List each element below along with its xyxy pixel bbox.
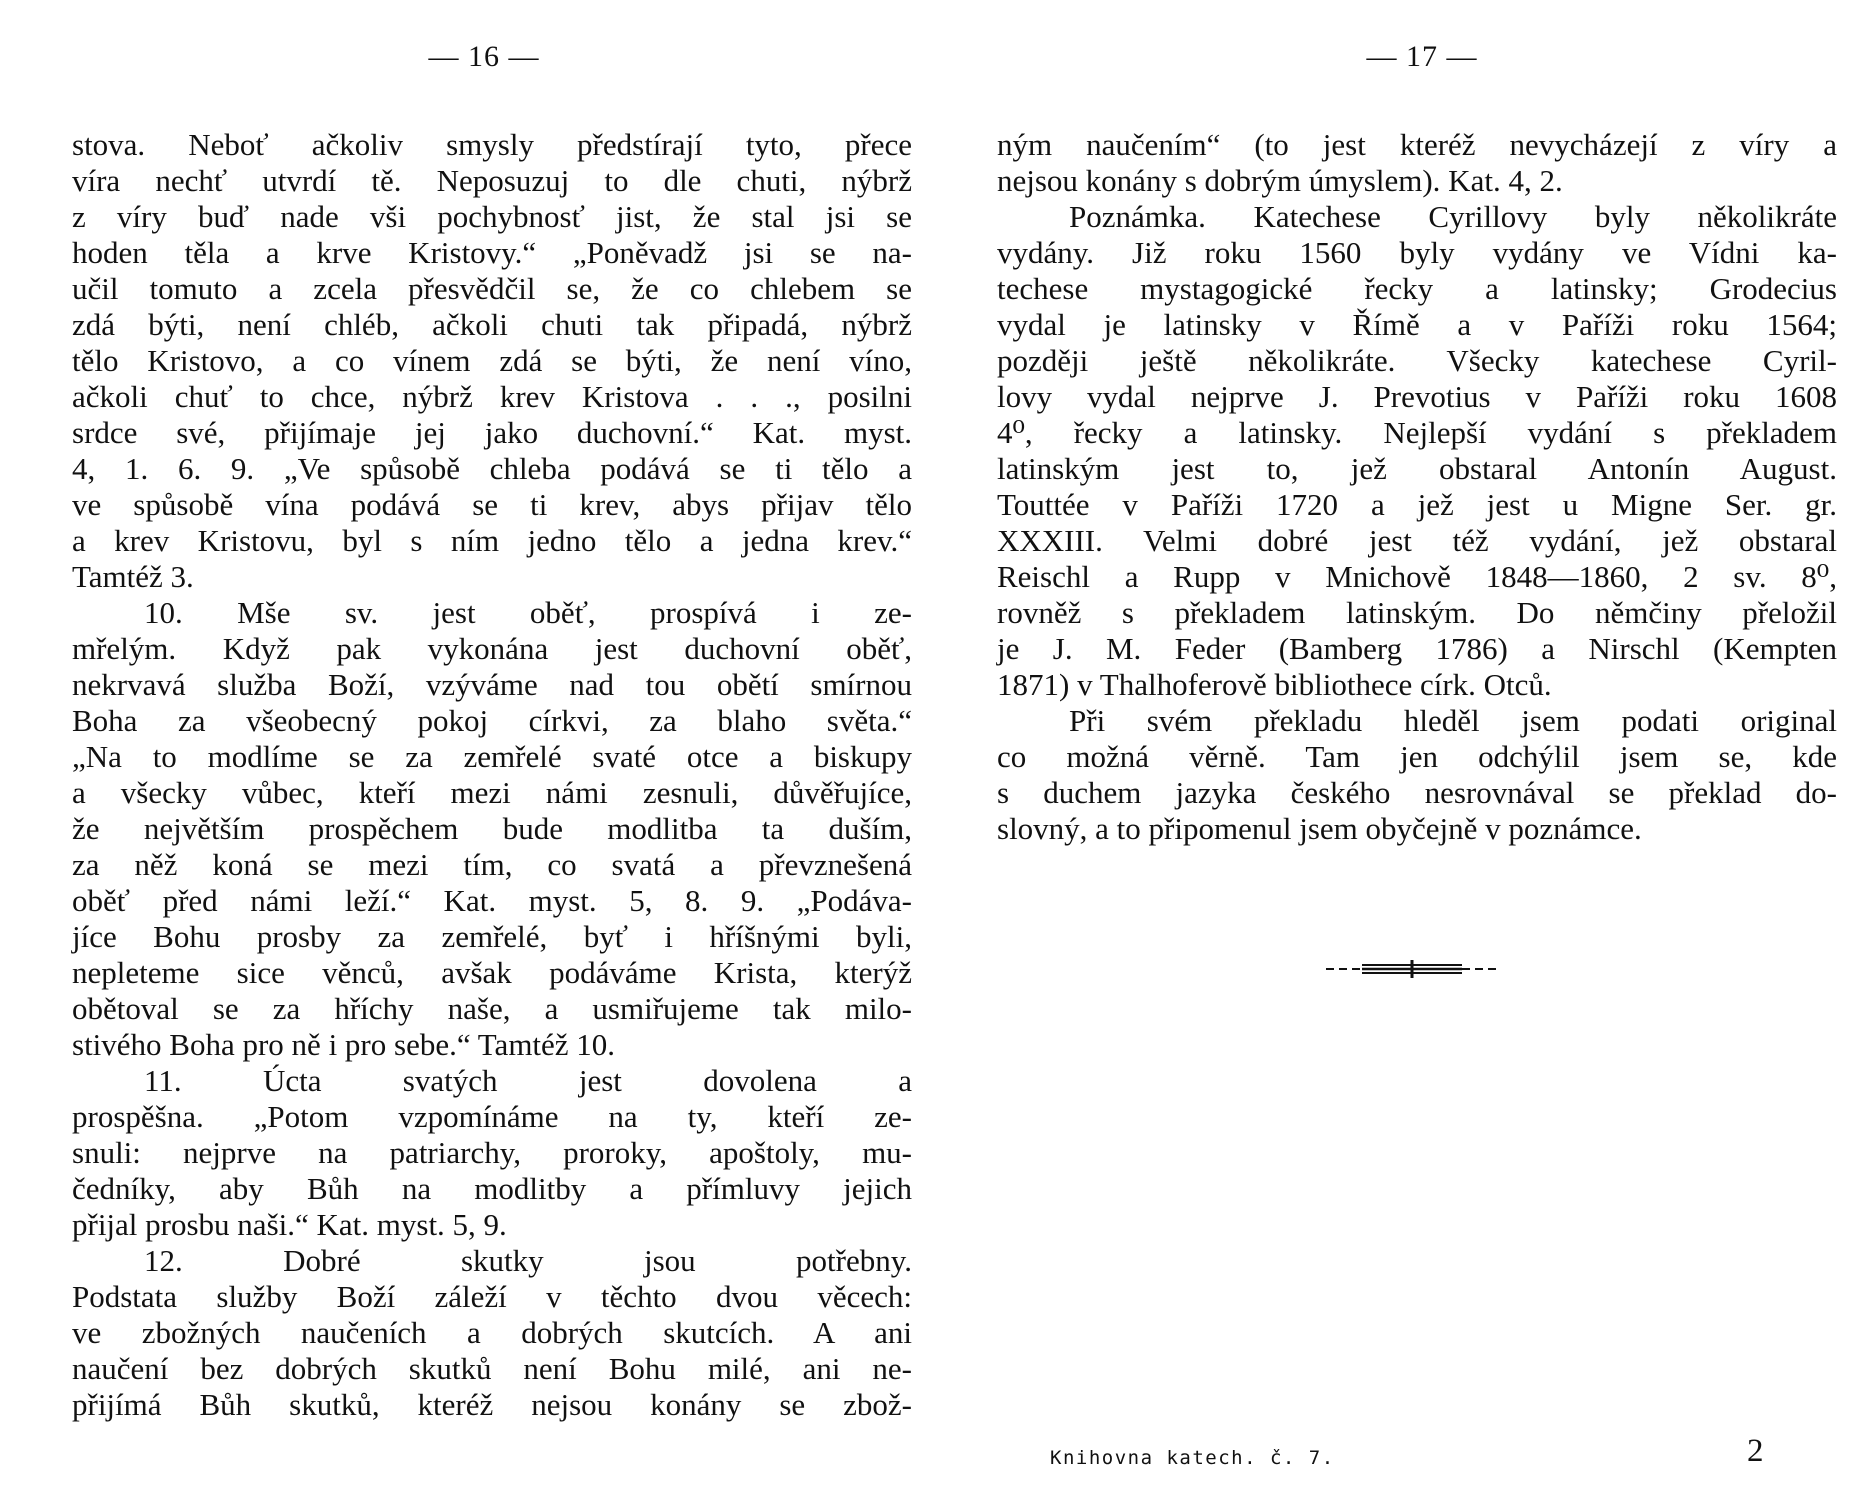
text-line: co možná věrně. Tam jen odchýlil jsem se, kde — [997, 739, 1837, 774]
page-number: — 17 — — [1366, 40, 1478, 73]
text-line: víra nechť utvrdí tě. Neposuzuj to dle chuti, nýbrž — [72, 163, 912, 198]
text-line: oběť před námi leží.“ Kat. myst. 5, 8. 9. „Podáva- — [72, 883, 912, 918]
text-line: lovy vydal nejprve J. Prevotius v Paříži roku 1608 — [997, 379, 1837, 414]
text-line: vydány. Již roku 1560 byly vydány ve Vídni ka- — [997, 235, 1837, 270]
text-line: je J. M. Feder (Bamberg 1786) a Nirschl (Kempten — [997, 631, 1837, 666]
sheet-number: 2 — [1747, 1433, 1764, 1469]
text-line: nepleteme sice věnců, avšak podáváme Krista, kterýž — [72, 955, 912, 990]
text-line: stivého Boha pro ně i pro sebe.“ Tamtéž 10. — [72, 1027, 616, 1062]
text-line: obětoval se za hříchy naše, a usmiřujeme tak milo- — [72, 991, 912, 1026]
text-line: latinským jest to, jež obstaral Antonín August. — [997, 451, 1837, 486]
text-line: stova. Neboť ačkoliv smysly předstírají tyto, přece — [72, 127, 912, 162]
text-line: 4⁰, řecky a latinsky. Nejlepší vydání s překladem — [997, 415, 1837, 450]
text-line: rovněž s překladem latinským. Do němčiny přeložil — [997, 595, 1837, 630]
text-line: XXXIII. Velmi dobré jest též vydání, jež obstaral — [997, 523, 1837, 558]
text-line: zdá býti, není chléb, ačkoli chuti tak připadá, nýbrž — [72, 307, 912, 342]
text-line: z víry buď nade vši pochybnosť jist, že stal jsi se — [72, 199, 912, 234]
text-line: Touttée v Paříži 1720 a jež jest u Migne Ser. gr. — [997, 487, 1837, 522]
text-line: slovný, a to připomenul jsem obyčejně v poznámce. — [997, 811, 1642, 846]
text-line: ve zbožných naučeních a dobrých skutcích. A ani — [72, 1315, 912, 1350]
text-line: mřelým. Když pak vykonána jest duchovní oběť, — [72, 631, 912, 666]
text-line: později ještě několikráte. Všecky katechese Cyril- — [997, 343, 1837, 378]
text-line: přijímá Bůh skutků, kteréž nejsou konány se zbož- — [72, 1387, 912, 1422]
text-line: přijal prosbu naši.“ Kat. myst. 5, 9. — [72, 1207, 507, 1242]
text-line: 4, 1. 6. 9. „Ve spůsobě chleba podává se ti tělo a — [72, 451, 912, 486]
text-line: za něž koná se mezi tím, co svatá a převznešená — [72, 847, 912, 882]
text-line: učil tomuto a zcela přesvědčil se, že co chlebem se — [72, 271, 912, 306]
left-page — [72, 0, 912, 1500]
text-line: hoden těla a krve Kristovy.“ „Poněvadž jsi se na- — [72, 235, 912, 270]
text-line: snuli: nejprve na patriarchy, proroky, apoštoly, mu- — [72, 1135, 912, 1170]
text-line: a všecky vůbec, kteří mezi námi zesnuli, důvěřujíce, — [72, 775, 912, 810]
text-line: čedníky, aby Bůh na modlitby a přímluvy jejich — [72, 1171, 912, 1206]
text-line: prospěšna. „Potom vzpomínáme na ty, kteří ze- — [72, 1099, 912, 1134]
note-heading-line: Poznámka. Katechese Cyrillovy byly několikráte — [1069, 199, 1837, 234]
text-line: Podstata služby Boží záleží v těchto dvou věcech: — [72, 1279, 912, 1314]
text-line: Při svém překladu hleděl jsem podati original — [1069, 703, 1837, 738]
text-line: tělo Kristovo, a co vínem zdá se býti, že není víno, — [72, 343, 912, 378]
text-line: s duchem jazyka českého nesrovnával se překlad do- — [997, 775, 1837, 810]
text-line: Tamtéž 3. — [72, 559, 194, 594]
page-number: — 16 — — [428, 40, 540, 73]
text-line: „Na to modlíme se za zemřelé svaté otce a biskupy — [72, 739, 912, 774]
body-text — [997, 127, 1837, 847]
text-line: Reischl a Rupp v Mnichově 1848—1860, 2 sv. 8⁰, — [997, 559, 1837, 594]
text-line: jíce Bohu prosby za zemřelé, byť i hříšnými byli, — [72, 919, 912, 954]
text-line: techese mystagogické řecky a latinsky; Grodecius — [997, 271, 1837, 306]
text-line: ným naučením“ (to jest kteréž nevycházejí z víry a — [997, 127, 1837, 162]
text-line: 1871) v Thalhoferově bibliothece círk. Otců. — [997, 667, 1552, 702]
text-line: naučení bez dobrých skutků není Bohu milé, ani ne- — [72, 1351, 912, 1386]
text-line: nekrvavá služba Boží, vzýváme nad tou obětí smírnou — [72, 667, 912, 702]
printer-signature: Knihovna katech. č. 7. — [1050, 1447, 1335, 1469]
section-heading-line: 10. Mše sv. jest oběť, prospívá i ze- — [144, 595, 912, 630]
text-line: ačkoli chuť to chce, nýbrž krev Kristova . . ., posilni — [72, 379, 912, 414]
body-text — [72, 127, 912, 1423]
text-line: nejsou konány s dobrým úmyslem). Kat. 4, 2. — [997, 163, 1563, 198]
text-line: srdce své, přijímaje jej jako duchovní.“ Kat. myst. — [72, 415, 912, 450]
text-line: vydal je latinsky v Římě a v Paříži roku 1564; — [997, 307, 1837, 342]
text-line: že největším prospěchem bude modlitba ta duším, — [72, 811, 912, 846]
text-line: ve spůsobě vína podává se ti krev, abys přijav tělo — [72, 487, 912, 522]
text-line: a krev Kristovu, byl s ním jedno tělo a jedna krev.“ — [72, 523, 912, 558]
section-heading-line: 11. Úcta svatých jest dovolena a — [144, 1063, 912, 1098]
right-page — [997, 0, 1837, 1500]
ornament-divider — [1322, 954, 1502, 984]
section-heading-line: 12. Dobré skutky jsou potřebny. — [144, 1243, 912, 1278]
text-line: Boha za všeobecný pokoj církvi, za blaho světa.“ — [72, 703, 912, 738]
